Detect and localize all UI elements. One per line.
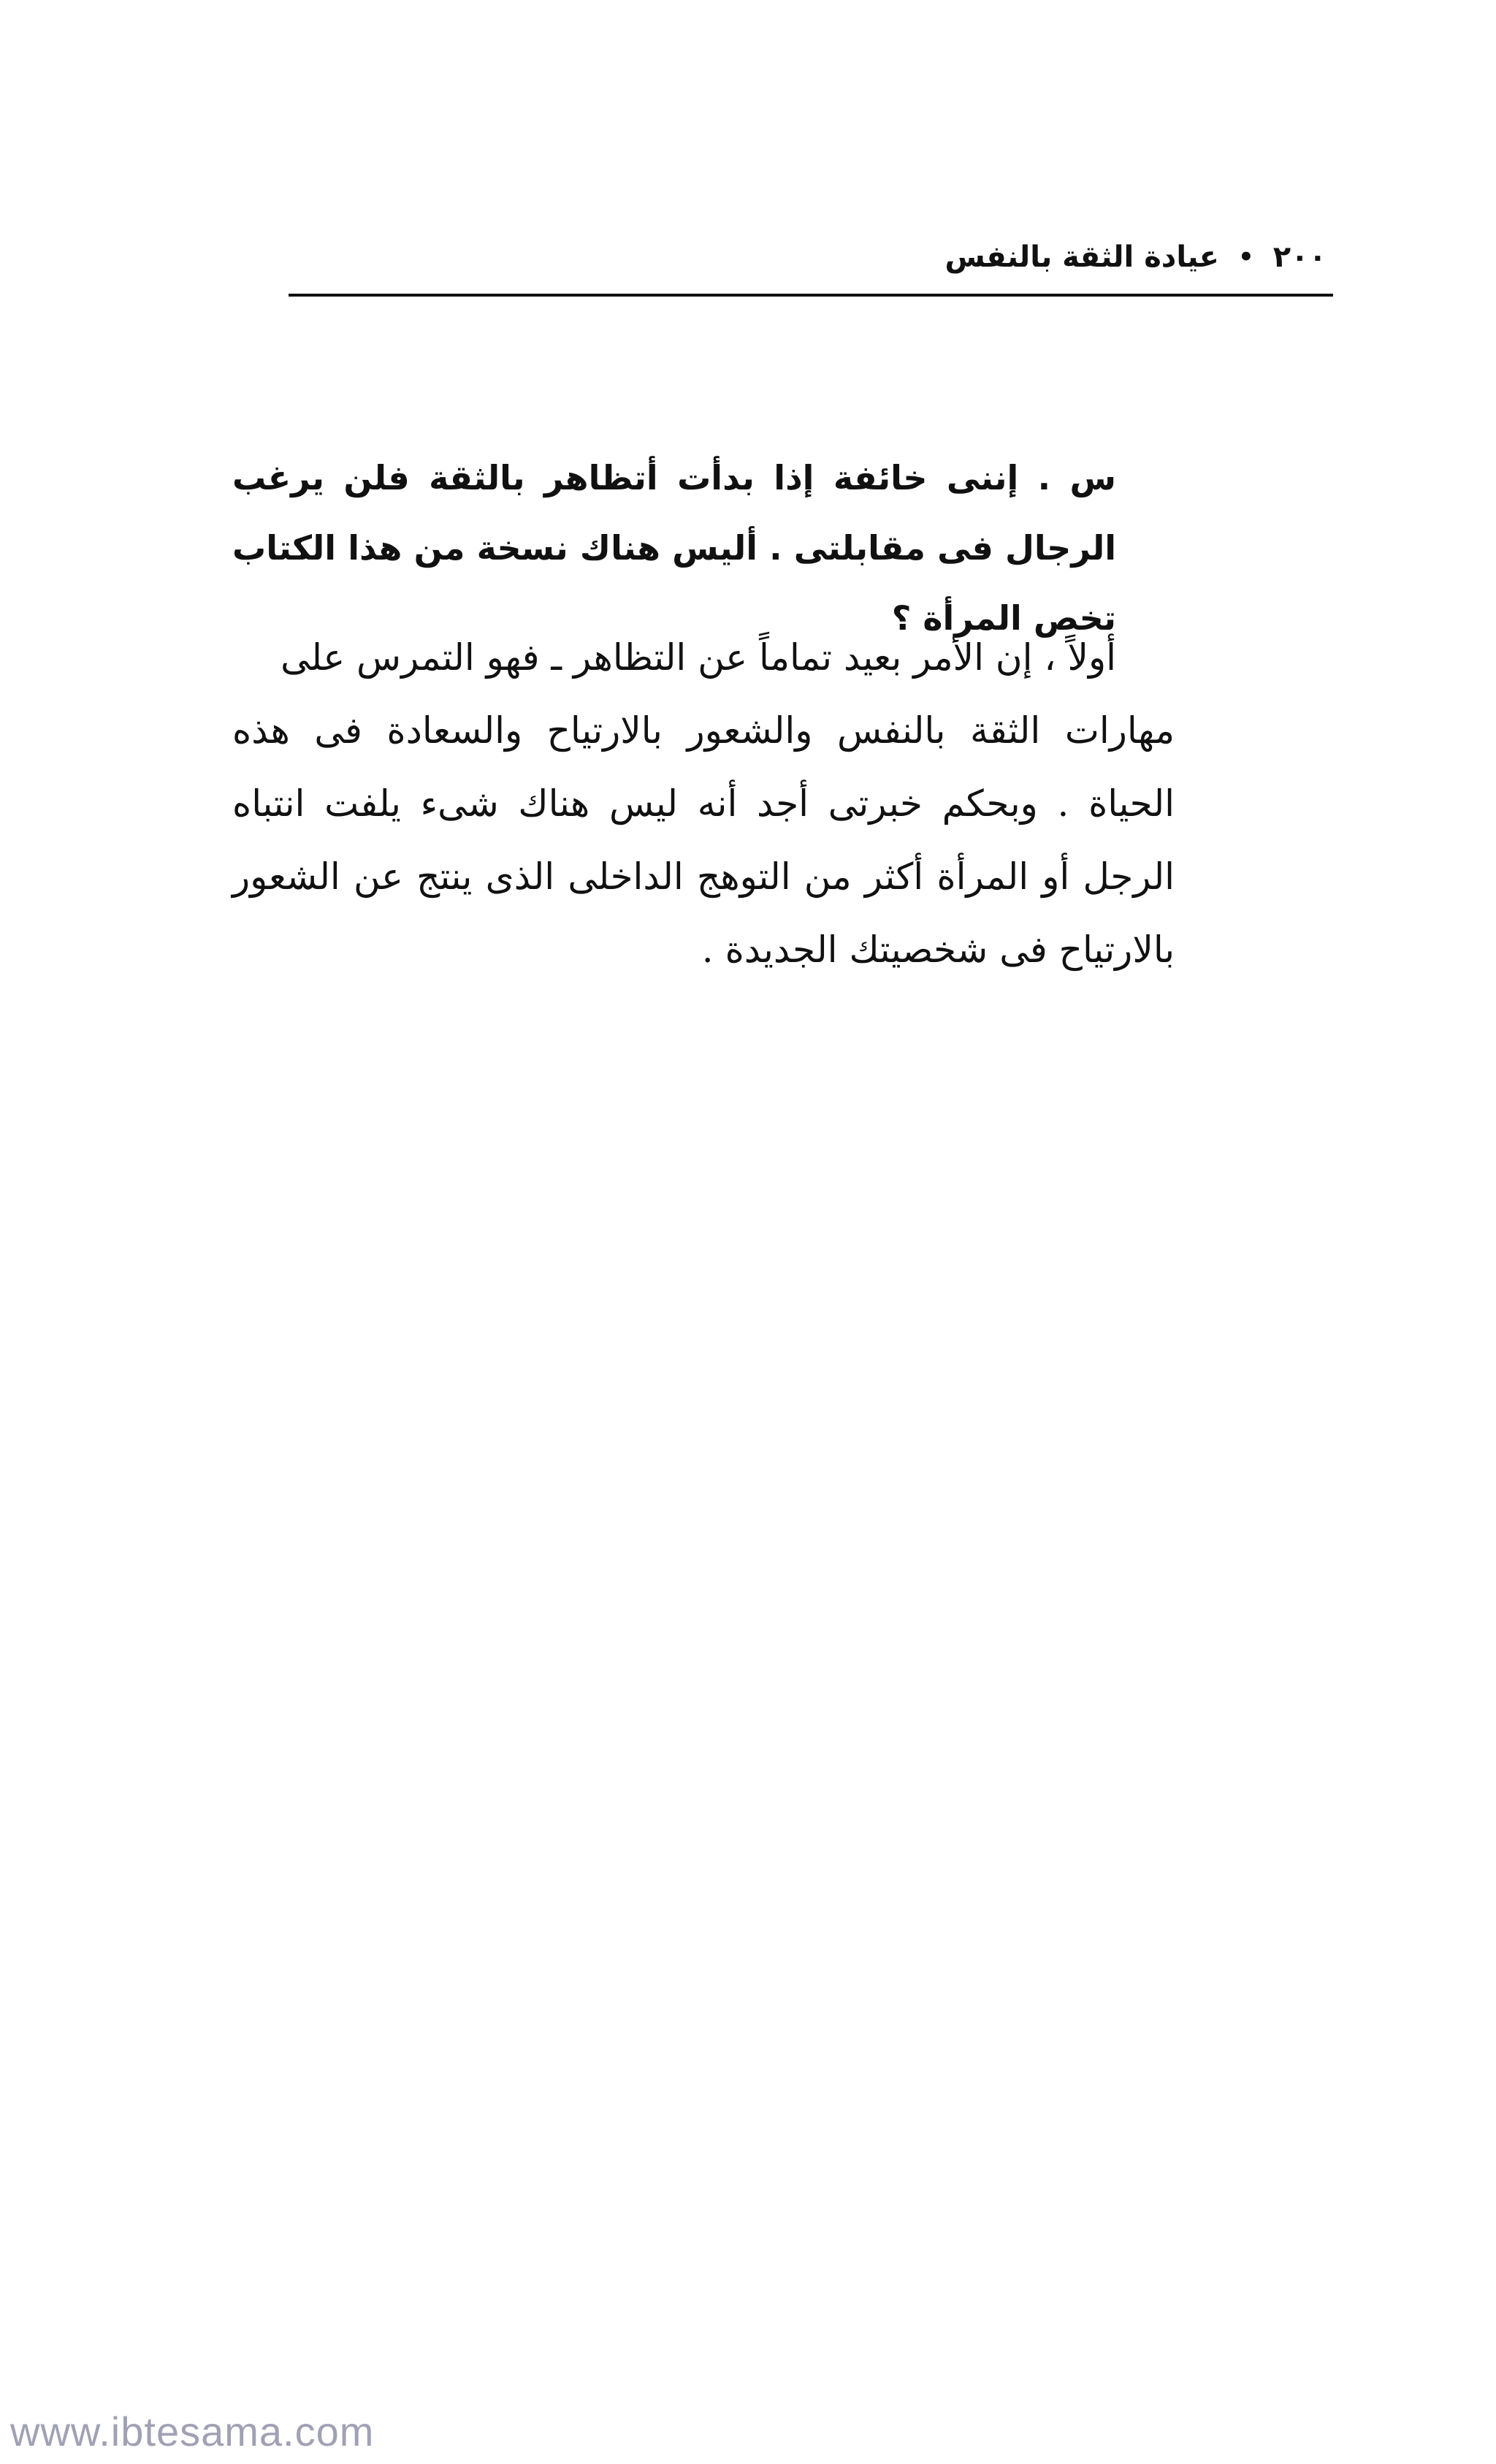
header-separator: • bbox=[1238, 243, 1254, 272]
running-header bbox=[945, 235, 1327, 279]
answer-line: بالارتياح فى شخصيتك الجديدة . bbox=[701, 928, 1175, 971]
answer-paragraph bbox=[232, 621, 1175, 986]
page-number: ٢٠٠ bbox=[1272, 240, 1327, 274]
header-rule bbox=[289, 294, 1333, 297]
answer-line: الحياة . وبحكم خبرتى أجد أنه ليس هناك شىء يلفت انتباه bbox=[232, 782, 1175, 825]
answer-line: الرجل أو المرأة أكثر من التوهج الداخلى الذى ينتج عن الشعور bbox=[232, 855, 1175, 898]
website-watermark: www.ibtesama.com bbox=[10, 2408, 375, 2455]
question-paragraph: س . إننى خائفة إذا بدأت أتظاهر بالثقة فلن يرغب الرجال فى مقابلتى . أليس هناك نسخة من هذا الكتاب تخص المرأة ؟ bbox=[232, 458, 1116, 638]
answer-line: أولاً ، إن الأمر بعيد تماماً عن التظاهر ـ فهو التمرس على bbox=[280, 636, 1116, 679]
book-title: عيادة الثقة بالنفس bbox=[944, 240, 1220, 274]
answer-line: مهارات الثقة بالنفس والشعور بالارتياح والسعادة فى هذه bbox=[232, 709, 1175, 752]
